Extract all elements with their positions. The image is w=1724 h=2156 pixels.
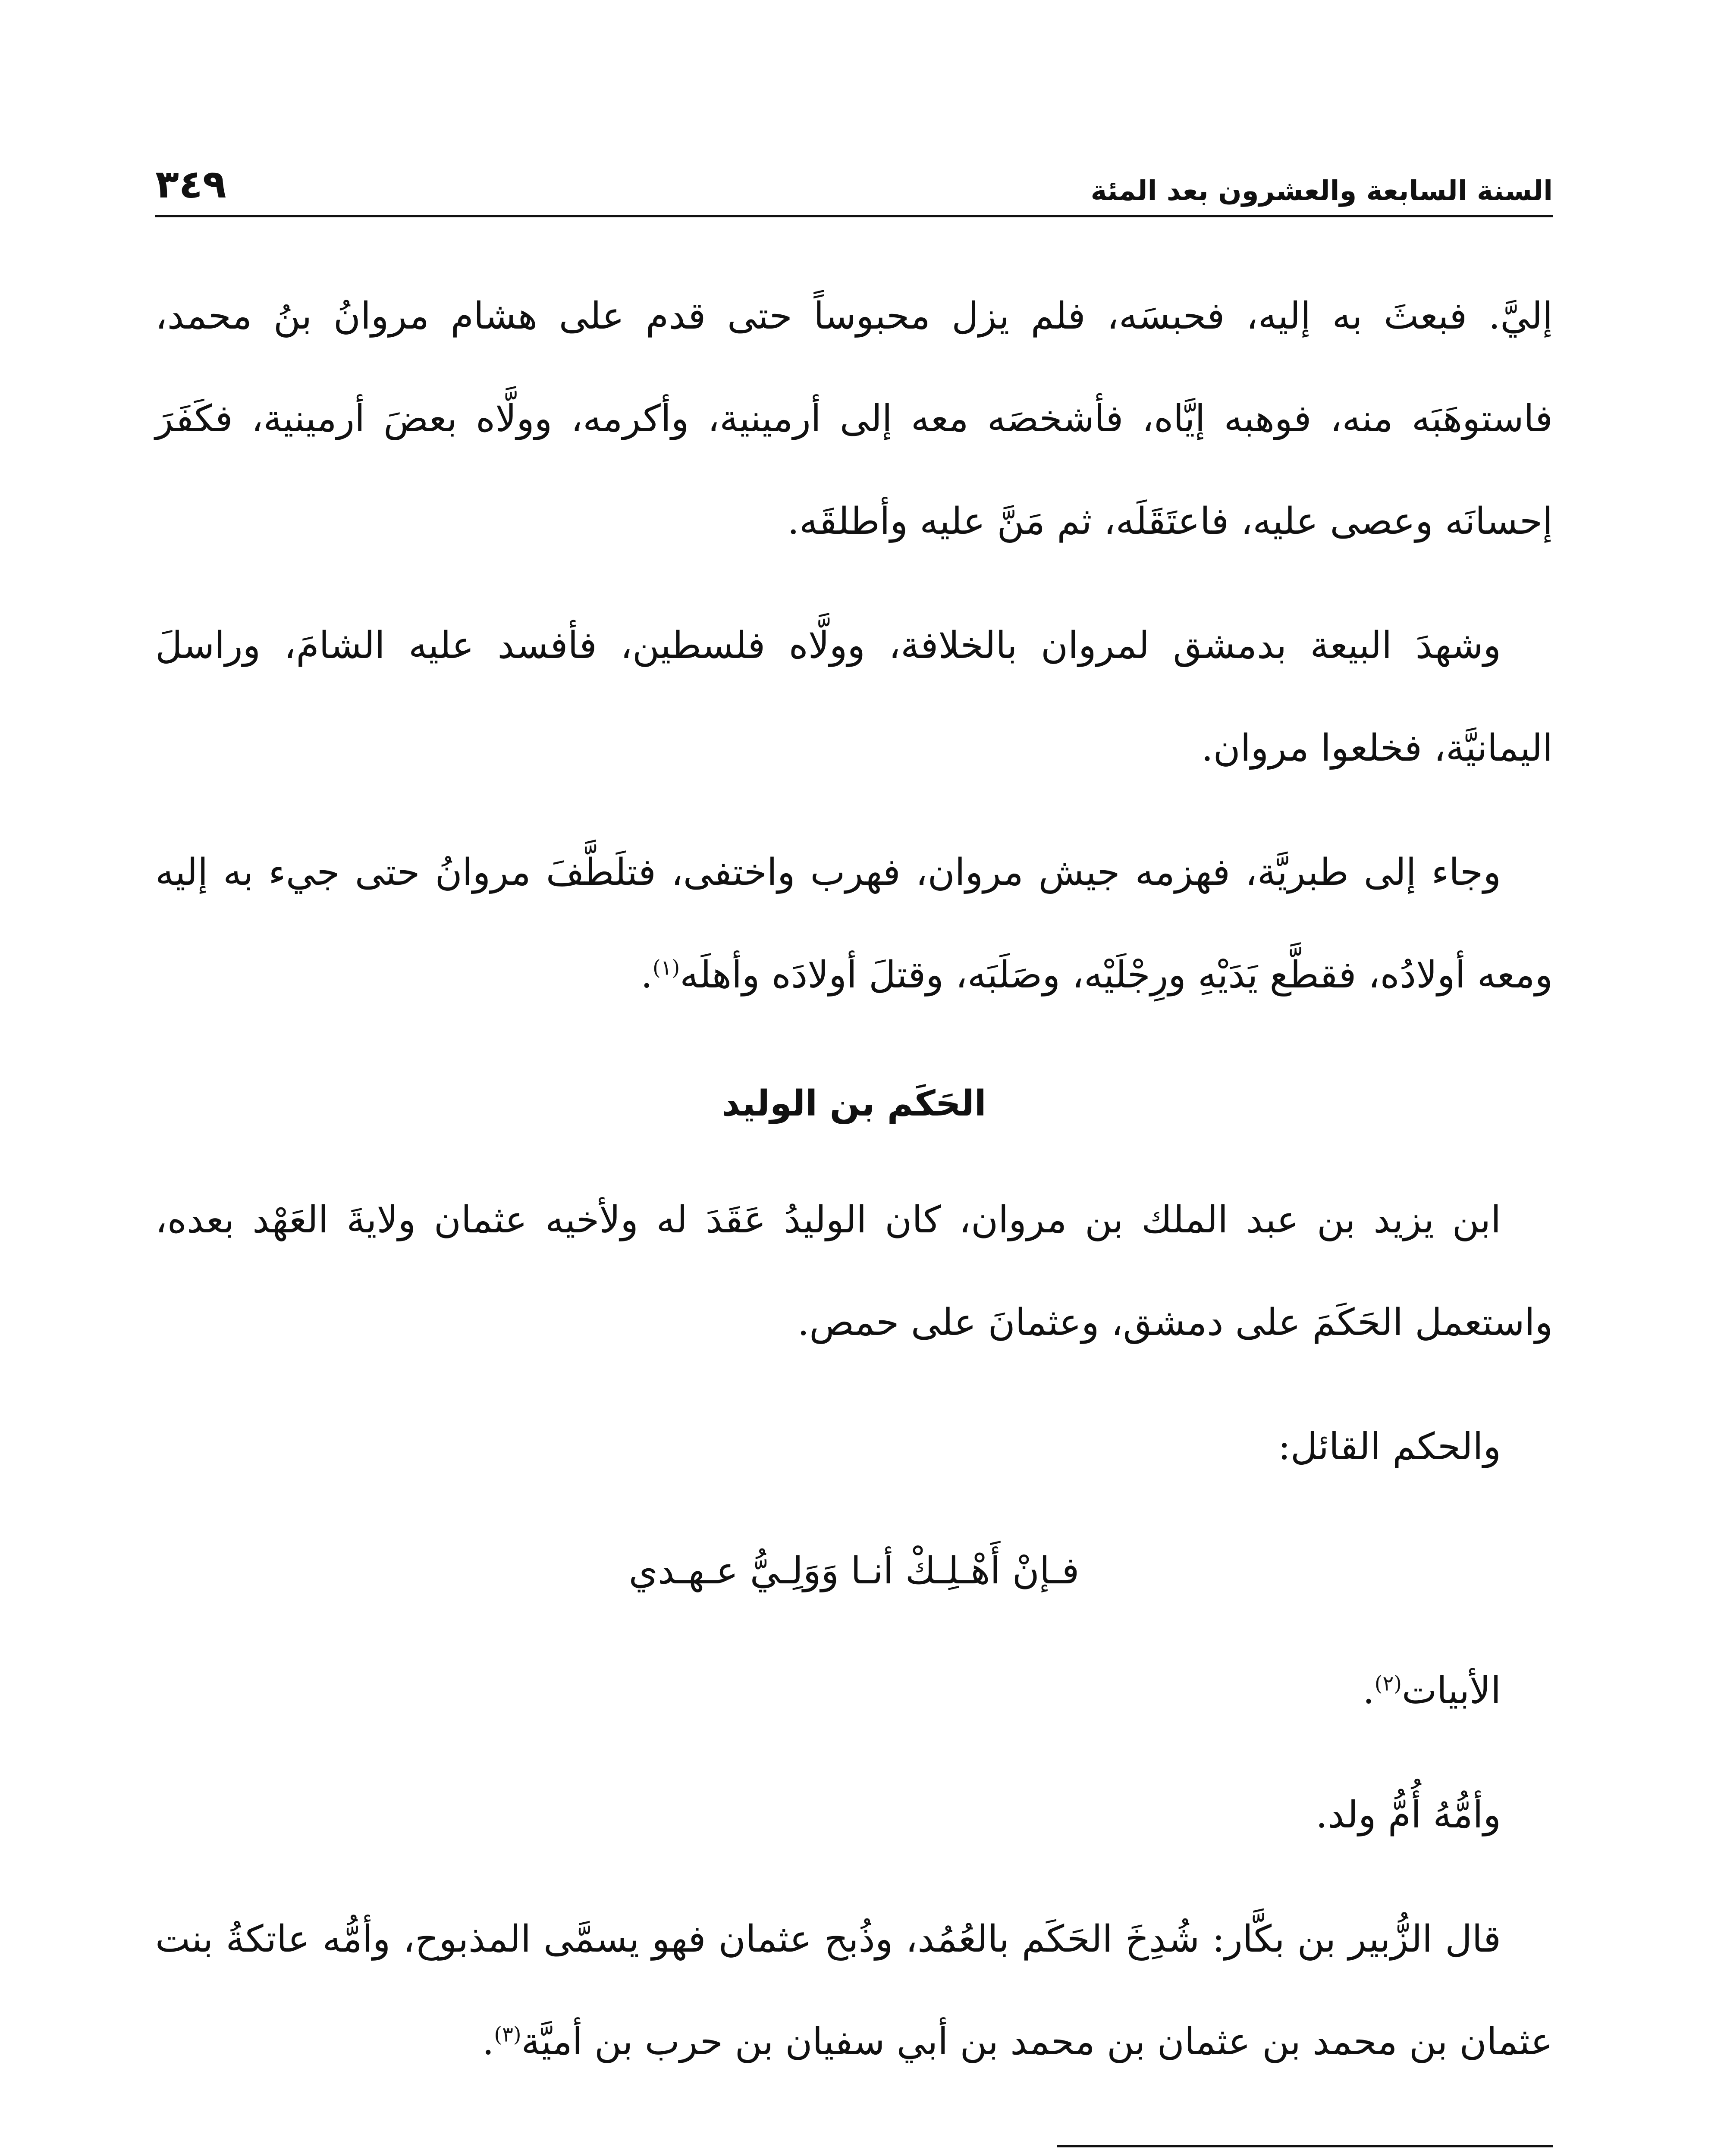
paragraph-2: وشهدَ البيعة بدمشق لمروان بالخلافة، وولَّاه فلسطين، فأفسد عليه الشامَ، وراسلَ اليمانيَّة، فخلعوا مروان. bbox=[155, 624, 1553, 770]
paragraph-last-end: . bbox=[482, 2020, 494, 2063]
main-text bbox=[155, 265, 1553, 2093]
paragraph-last-text: قال الزُّبير بن بكَّار: شُدِخَ الحَكَم بالعُمُد، وذُبح عثمان فهو يسمَّى المذبوح، وأمُّه عاتكةُ بنت عثمان بن محمد بن عثمان بن محمد بن أبي سفيان بن حرب بن أميَّة bbox=[155, 1918, 1553, 2063]
mother-line: وأمُّهُ أُمُّ ولد. bbox=[1316, 1793, 1501, 1836]
abyat-text: الأبيات bbox=[1402, 1669, 1501, 1712]
paragraph-3 bbox=[155, 821, 1553, 1026]
page-number: ٣٤٩ bbox=[155, 162, 226, 207]
abyat-line bbox=[155, 1639, 1553, 1742]
footnote-ref-3: (٣) bbox=[494, 2022, 521, 2047]
paragraph-1: إليَّ. فبعثَ به إليه، فحبسَه، فلم يزل محبوساً حتى قدم على هشام مروانُ بنُ محمد، فاستوهَبَه منه، فوهبه إيَّاه، فأشخصَه معه إلى أرمينية، وأكرمه، وولَّاه بعضَ أرمينية، فكَفَرَ إحسانَه وعصى عليه، فاعتَقَلَه، ثم مَنَّ عليه وأطلقَه. bbox=[155, 295, 1553, 543]
paragraph-3-text: وجاء إلى طبريَّة، فهزمه جيش مروان، فهرب واختفى، فتلَطَّفَ مروانُ حتى جيء به إليه ومعه أولادُه، فقطَّع يَدَيْهِ ورِجْلَيْه، وصَلَبَه، وقتلَ أولادَه وأهلَه bbox=[155, 851, 1553, 997]
chapter-running-title: السنة السابعة والعشرون بعد المئة bbox=[1090, 175, 1553, 207]
paragraph-4: ابن يزيد بن عبد الملك بن مروان، كان الوليدُ عَقَدَ له ولأخيه عثمان ولايةَ العَهْد بعده، واستعمل الحَكَمَ على دمشق، وعثمانَ على حمص. bbox=[155, 1198, 1553, 1344]
paragraph-5: والحكم القائل: bbox=[1278, 1425, 1501, 1468]
paragraph-3-end: . bbox=[641, 953, 653, 997]
footnote-divider bbox=[1057, 2145, 1553, 2147]
abyat-end: . bbox=[1363, 1669, 1375, 1712]
book-page bbox=[155, 129, 1553, 2156]
paragraph-last bbox=[155, 1888, 1553, 2093]
footnote-ref-1: (١) bbox=[652, 956, 680, 980]
footnote-ref-2: (٢) bbox=[1374, 1671, 1402, 1696]
running-header bbox=[155, 129, 1553, 217]
section-heading: الحَكَم بن الوليد bbox=[722, 1083, 986, 1124]
poem-verse: فـإنْ أَهْـلِـكْ أنـا وَوَلِـيُّ عـهـدي bbox=[628, 1549, 1080, 1592]
